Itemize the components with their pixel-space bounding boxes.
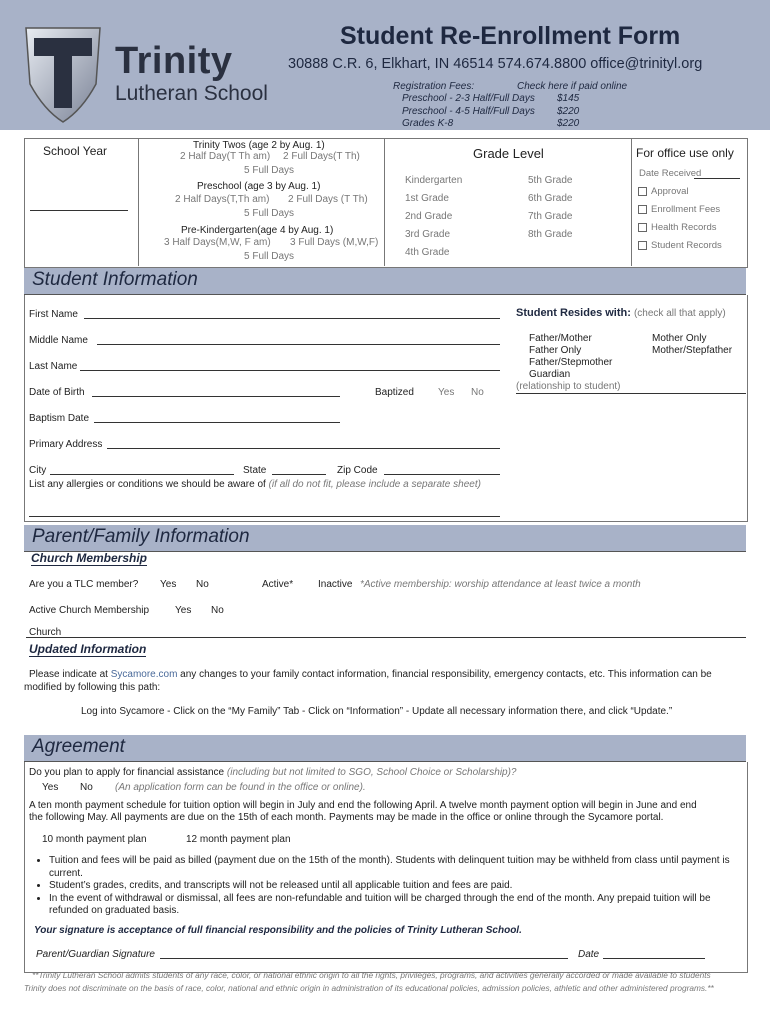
payment-schedule-line2: the following May. All payments are due on the 15th of each month. Payments may be made in the office or online through the Sycamore portal. <box>29 812 664 823</box>
program-option[interactable]: 3 Full Days (M,W,F) <box>290 237 379 248</box>
tlc-no-option[interactable]: No <box>196 579 209 590</box>
resides-note: (check all that apply) <box>633 308 726 319</box>
update-instructions: Please indicate at Sycamore.com any changes to your family contact information, financial responsibility, emergency contacts, etc. This information can be <box>29 669 712 680</box>
school-year-label: School Year <box>43 144 108 158</box>
checkbox-icon <box>638 205 647 214</box>
grade-option[interactable]: 7th Grade <box>528 211 573 222</box>
date-received-label: Date Received <box>639 168 702 179</box>
grade-option[interactable]: 4th Grade <box>405 247 450 258</box>
resides-option[interactable]: Father/Mother <box>529 333 592 344</box>
fee-label: Preschool - 4-5 Half/Full Days <box>402 106 535 117</box>
fee-amount: $220 <box>557 118 580 129</box>
program-option[interactable]: 5 Full Days <box>244 165 295 176</box>
divider <box>384 138 385 266</box>
plan-12-option[interactable]: 12 month payment plan <box>186 834 291 845</box>
baptism-date-field[interactable] <box>94 422 340 423</box>
active-church-no-option[interactable]: No <box>211 605 224 616</box>
checkbox-icon <box>638 187 647 196</box>
logo-word: Trinity <box>115 40 233 82</box>
state-label: State <box>243 465 267 476</box>
update-instructions-line2: modified by following this path: <box>24 682 161 693</box>
program-option[interactable]: 2 Half Day(T Th am) <box>180 151 271 162</box>
inactive-option[interactable]: Inactive <box>318 579 353 590</box>
city-field[interactable] <box>50 474 234 475</box>
grade-option[interactable]: 3rd Grade <box>405 229 451 240</box>
resides-option[interactable]: Guardian <box>529 369 571 380</box>
last-name-label: Last Name <box>29 361 78 372</box>
first-name-label: First Name <box>29 309 78 320</box>
baptized-yes-option[interactable]: Yes <box>438 387 455 398</box>
fee-label: Preschool - 2-3 Half/Full Days <box>402 93 535 104</box>
program-option[interactable]: 2 Half Days(T,Th am) <box>175 194 270 205</box>
allergies-label: List any allergies or conditions we should be aware of (if all do not fit, please include a separate sheet) <box>29 479 481 490</box>
policy-bullet: • Tuition and fees will be paid as billed (payment due on the 15th of the month). Students with delinquent tuition may be withheld from class until payment is current. <box>49 855 743 880</box>
active-membership-note: *Active membership: worship attendance at least twice a month <box>360 579 641 590</box>
resides-option[interactable]: Mother Only <box>652 333 707 344</box>
policy-bullets <box>33 855 743 918</box>
school-shield-logo <box>22 24 104 124</box>
office-check-item[interactable]: Approval <box>638 186 689 197</box>
checkbox-icon <box>638 223 647 232</box>
dob-label: Date of Birth <box>29 387 85 398</box>
fa-no-option[interactable]: No <box>80 782 93 793</box>
grade-option[interactable]: 5th Grade <box>528 175 573 186</box>
program-option[interactable]: 5 Full Days <box>244 208 295 219</box>
tlc-yes-option[interactable]: Yes <box>160 579 177 590</box>
grade-option[interactable]: 2nd Grade <box>405 211 453 222</box>
payment-schedule-line1: A ten month payment schedule for tuition option will begin in July and end the following April. A twelve month payment option will begin in June and end <box>29 800 697 811</box>
section-header-agreement: Agreement <box>24 735 746 762</box>
church-field[interactable] <box>26 637 746 638</box>
date-field[interactable] <box>603 958 705 959</box>
relationship-note: (relationship to student) <box>516 381 621 392</box>
state-field[interactable] <box>272 474 326 475</box>
office-use-title: For office use only <box>636 146 734 160</box>
allergies-note: (if all do not fit, please include a separate sheet) <box>268 479 481 490</box>
program-option[interactable]: 2 Full Days (T Th) <box>288 194 368 205</box>
active-option[interactable]: Active* <box>262 579 294 590</box>
active-church-label: Active Church Membership <box>29 605 150 616</box>
program-title: Trinity Twos (age 2 by Aug. 1) <box>193 140 325 151</box>
grade-option[interactable]: 1st Grade <box>405 193 449 204</box>
program-option[interactable]: 2 Full Days(T Th) <box>283 151 360 162</box>
policy-bullet: • In the event of withdrawal or dismissal, all fees are non-refundable and tuition will be charged through the end of the month. Any prepaid tuition will be refunded on graduated basis. <box>49 893 743 918</box>
grade-option[interactable]: 6th Grade <box>528 193 573 204</box>
resides-option[interactable]: Father Only <box>529 345 582 356</box>
dob-field[interactable] <box>92 396 340 397</box>
signature-statement: Your signature is acceptance of full financial responsibility and the policies of Trinity Lutheran School. <box>34 925 522 936</box>
fee-amount: $145 <box>557 93 580 104</box>
baptism-date-label: Baptism Date <box>29 413 90 424</box>
primary-address-field[interactable] <box>107 448 500 449</box>
program-option[interactable]: 5 Full Days <box>244 251 295 262</box>
tlc-member-question: Are you a TLC member? <box>29 579 139 590</box>
section-header-parent: Parent/Family Information <box>24 525 746 552</box>
logo-subtitle: Lutheran School <box>115 82 268 105</box>
financial-assistance-question: Do you plan to apply for financial assistance (including but not limited to SGO, School Choice or Scholarship)? <box>29 767 517 778</box>
school-address: 30888 C.R. 6, Elkhart, IN 46514 574.674.8800 office@trinityl.org <box>288 56 703 72</box>
church-label: Church <box>29 627 62 638</box>
date-received-field[interactable] <box>694 178 740 179</box>
fees-label: Registration Fees: <box>393 81 475 92</box>
primary-address-label: Primary Address <box>29 439 103 450</box>
program-title: Pre-Kindergarten(age 4 by Aug. 1) <box>181 225 334 236</box>
plan-10-option[interactable]: 10 month payment plan <box>42 834 147 845</box>
checkbox-icon <box>638 241 647 250</box>
church-membership-heading: Church Membership <box>31 551 148 565</box>
school-year-field[interactable] <box>30 210 128 211</box>
resides-with-label: Student Resides with: (check all that apply) <box>516 307 726 319</box>
zip-field[interactable] <box>384 474 500 475</box>
signature-field[interactable] <box>160 958 568 959</box>
date-label: Date <box>578 949 600 960</box>
program-option[interactable]: 3 Half Days(M,W, F am) <box>164 237 271 248</box>
resides-option[interactable]: Mother/Stepfather <box>652 345 733 356</box>
allergies-field[interactable] <box>29 516 500 517</box>
fee-amount: $220 <box>557 106 580 117</box>
form-title: Student Re-Enrollment Form <box>340 22 681 50</box>
fa-yes-option[interactable]: Yes <box>42 782 59 793</box>
divider <box>138 138 139 266</box>
fee-label: Grades K-8 <box>402 118 454 129</box>
middle-name-label: Middle Name <box>29 335 88 346</box>
office-check-item[interactable]: Health Records <box>638 222 716 233</box>
updated-info-heading: Updated Information <box>29 642 147 656</box>
policy-bullet: • Student’s grades, credits, and transcripts will not be released until all applicable tuition and fees are paid. <box>49 880 743 893</box>
grade-option[interactable]: 8th Grade <box>528 229 573 240</box>
nondiscrimination-line1: **Trinity Lutheran School admits students of any race, color, or national ethnic origin to all the rights, privileges, programs, and activities generally accorded or made available to students <box>32 970 711 980</box>
city-label: City <box>29 465 47 476</box>
resides-option[interactable]: Father/Stepmother <box>529 357 613 368</box>
baptized-no-option[interactable]: No <box>471 387 484 398</box>
program-title: Preschool (age 3 by Aug. 1) <box>197 181 321 192</box>
signature-label: Parent/Guardian Signature <box>36 949 155 960</box>
divider <box>631 138 632 266</box>
first-name-field[interactable] <box>84 318 500 319</box>
office-check-item[interactable]: Enrollment Fees <box>638 204 720 215</box>
application-note: (An application form can be found in the office or online). <box>115 782 366 793</box>
grade-option[interactable]: Kindergarten <box>405 175 463 186</box>
section-header-student: Student Information <box>24 268 746 295</box>
middle-name-field[interactable] <box>97 344 500 345</box>
nondiscrimination-line2: Trinity does not discriminate on the basis of race, color, national and ethnic origin in administration of its educational policies, admission policies, athletic and other administered programs.** <box>24 983 714 993</box>
baptized-label: Baptized <box>375 387 414 398</box>
sycamore-link[interactable]: Sycamore.com <box>110 669 178 680</box>
update-path: Log into Sycamore - Click on the “My Family” Tab - Click on “Information” - Update all necessary information there, and click “Update.” <box>81 706 673 717</box>
financial-assistance-note: (including but not limited to SGO, School Choice or Scholarship)? <box>226 767 517 778</box>
last-name-field[interactable] <box>80 370 500 371</box>
office-check-item[interactable]: Student Records <box>638 240 722 251</box>
relationship-field[interactable] <box>516 393 746 394</box>
zip-label: Zip Code <box>337 465 378 476</box>
grade-level-title: Grade Level <box>473 146 544 161</box>
active-church-yes-option[interactable]: Yes <box>175 605 192 616</box>
paid-online-label: Check here if paid online <box>517 81 628 92</box>
